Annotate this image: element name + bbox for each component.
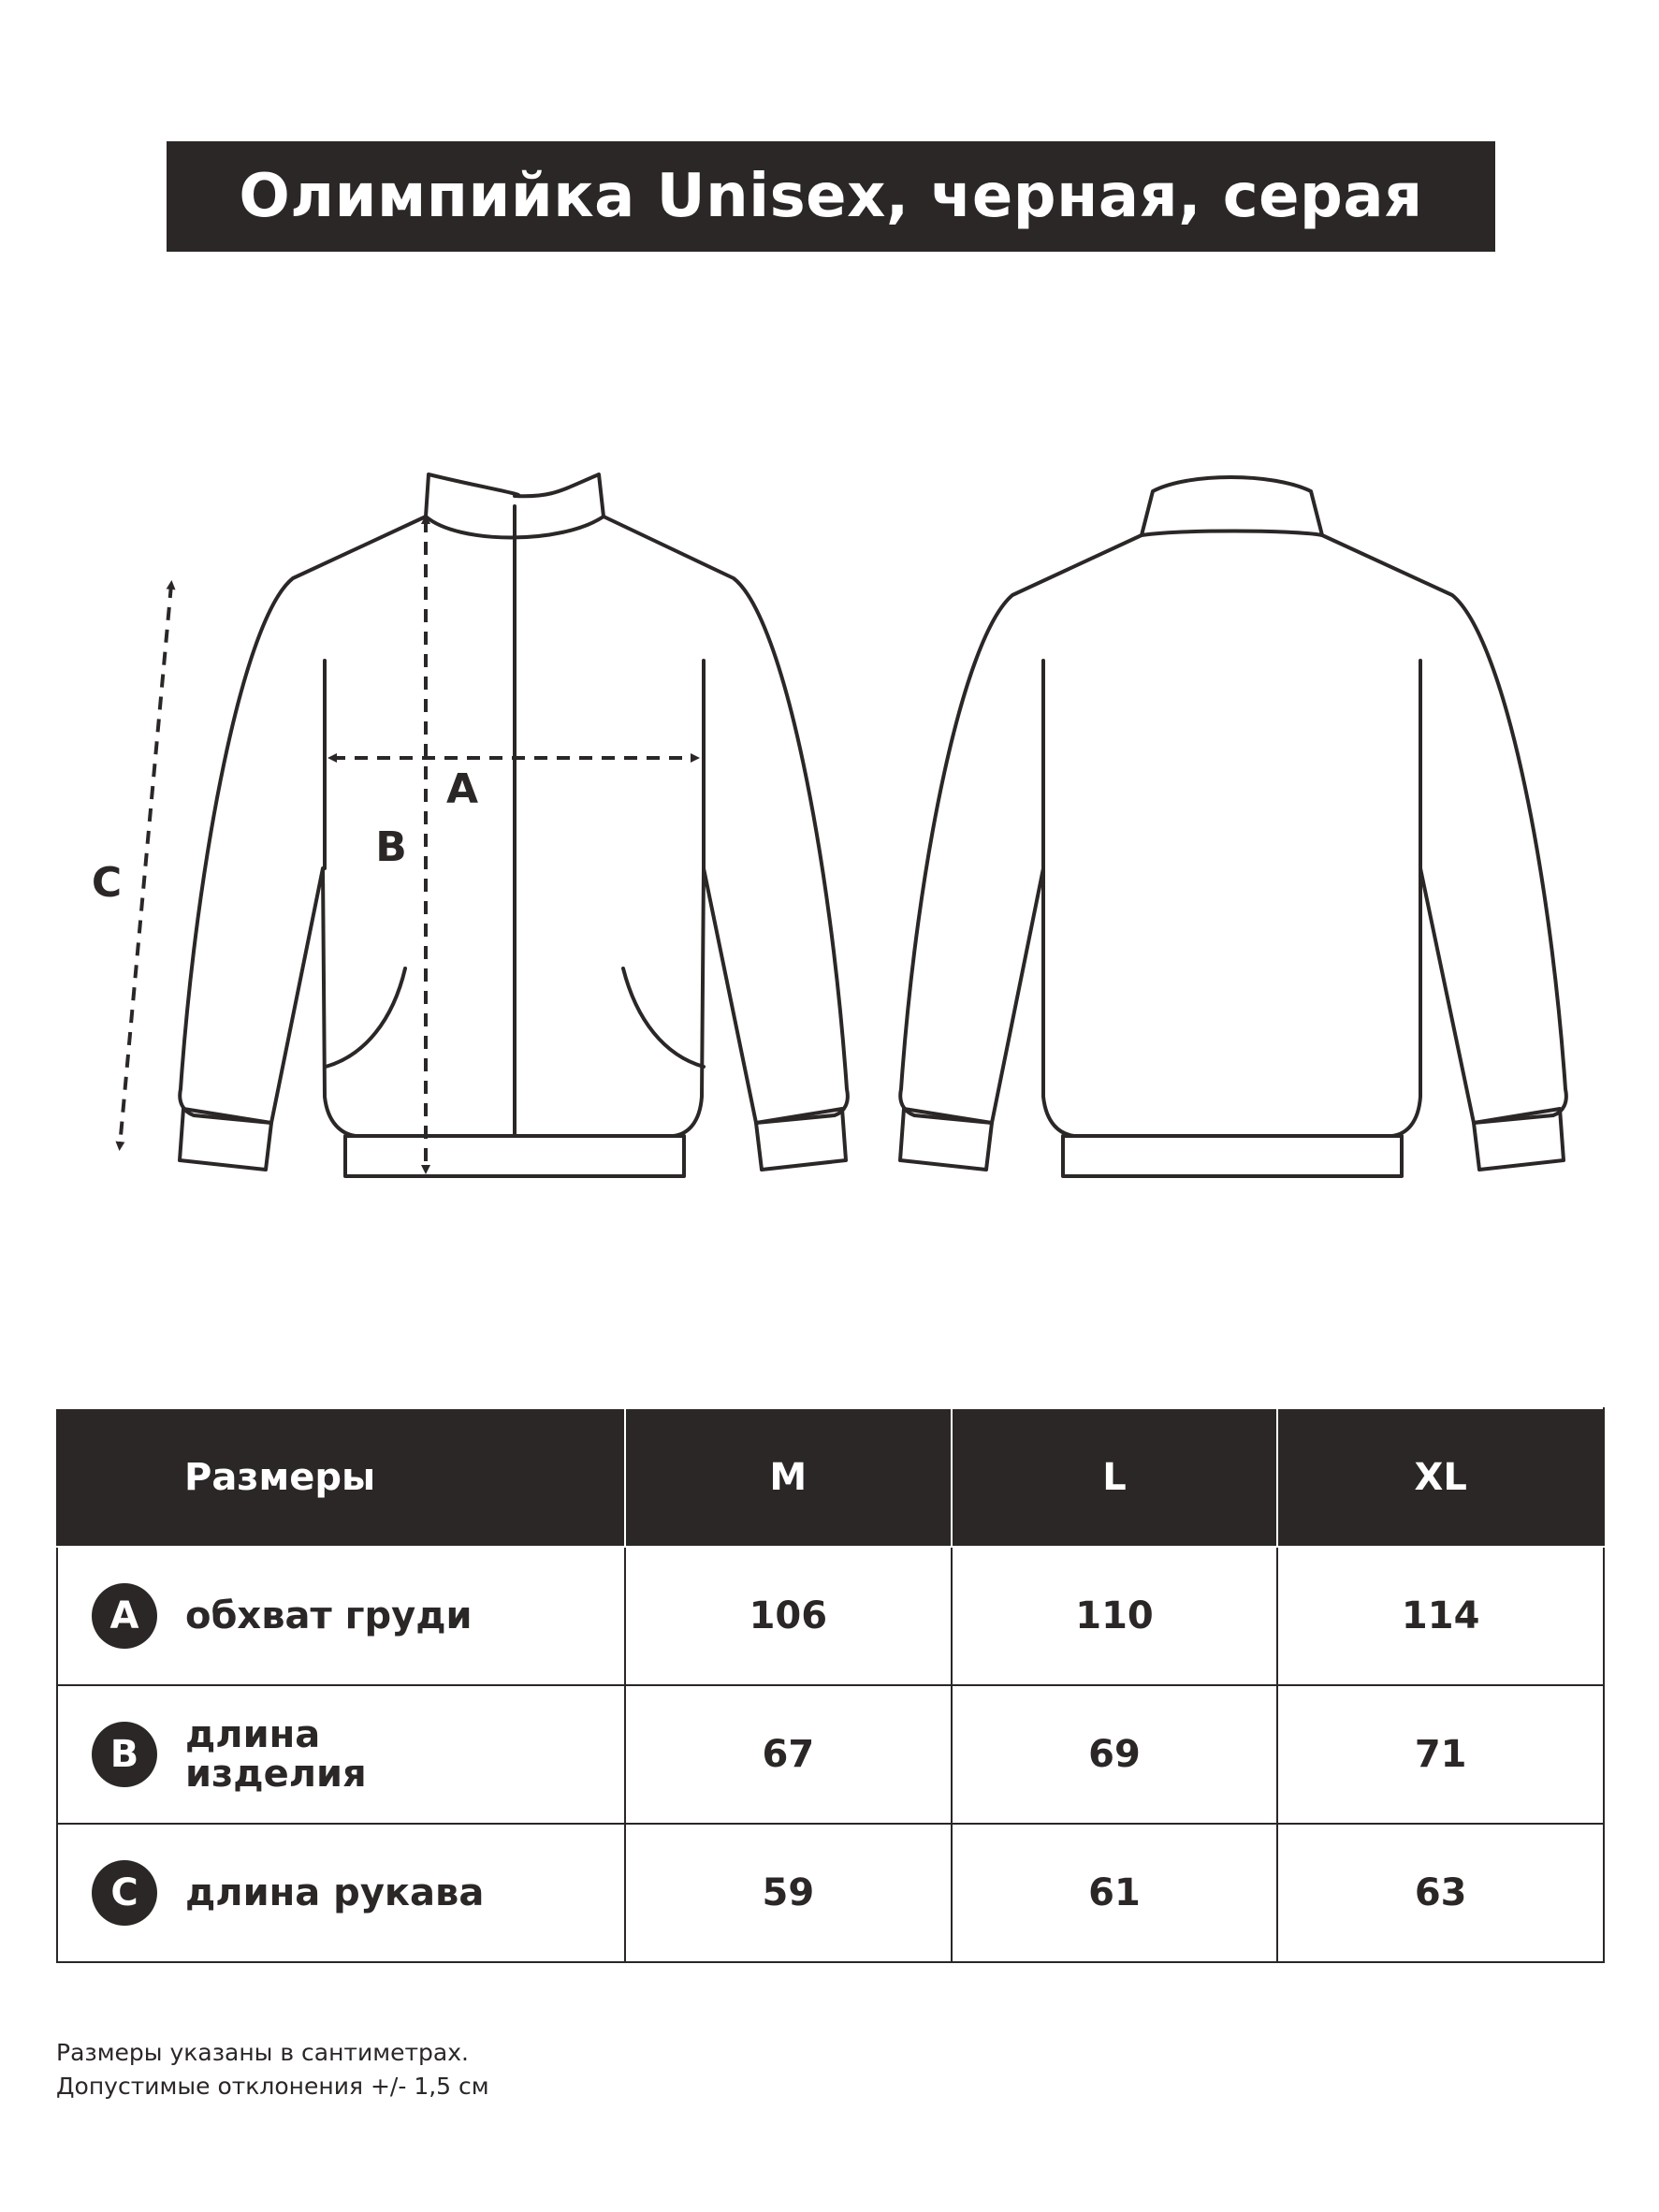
param-cell bbox=[57, 1547, 625, 1685]
value-cell: 69 bbox=[952, 1685, 1278, 1824]
table-header-row bbox=[57, 1408, 1604, 1547]
param-cell bbox=[57, 1685, 625, 1824]
param-badge: C bbox=[92, 1860, 157, 1926]
param-name: обхват груди bbox=[185, 1594, 473, 1637]
footnote-line-1: Размеры указаны в сантиметрах. bbox=[56, 2039, 469, 2066]
label-b: B bbox=[375, 823, 407, 871]
value-cell: 67 bbox=[625, 1685, 952, 1824]
page-title: Олимпийка Unisex, черная, серая bbox=[167, 141, 1495, 252]
value-cell: 106 bbox=[625, 1547, 952, 1685]
param-badge: B bbox=[92, 1722, 157, 1787]
back-view bbox=[900, 477, 1566, 1176]
label-c: C bbox=[91, 859, 123, 907]
size-table bbox=[56, 1407, 1605, 1963]
header-l: L bbox=[952, 1408, 1278, 1547]
table-row bbox=[57, 1685, 1604, 1824]
header-sizes: Размеры bbox=[57, 1408, 625, 1547]
value-cell: 63 bbox=[1277, 1824, 1604, 1962]
front-view bbox=[180, 474, 848, 1176]
footnote bbox=[56, 2036, 489, 2103]
table-row bbox=[57, 1547, 1604, 1685]
value-cell: 71 bbox=[1277, 1685, 1604, 1824]
param-badge: A bbox=[92, 1583, 157, 1649]
header-xl: XL bbox=[1277, 1408, 1604, 1547]
measurement-lines bbox=[120, 519, 695, 1170]
value-cell: 59 bbox=[625, 1824, 952, 1962]
param-name: длина рукава bbox=[185, 1871, 485, 1914]
value-cell: 114 bbox=[1277, 1547, 1604, 1685]
measure-line-c bbox=[120, 585, 171, 1146]
footnote-line-2: Допустимые отклонения +/- 1,5 см bbox=[56, 2073, 489, 2100]
param-cell bbox=[57, 1824, 625, 1962]
value-cell: 110 bbox=[952, 1547, 1278, 1685]
header-m: M bbox=[625, 1408, 952, 1547]
table-row bbox=[57, 1824, 1604, 1962]
value-cell: 61 bbox=[952, 1824, 1278, 1962]
label-a: A bbox=[445, 765, 479, 813]
param-name: длина изделия bbox=[185, 1713, 367, 1796]
